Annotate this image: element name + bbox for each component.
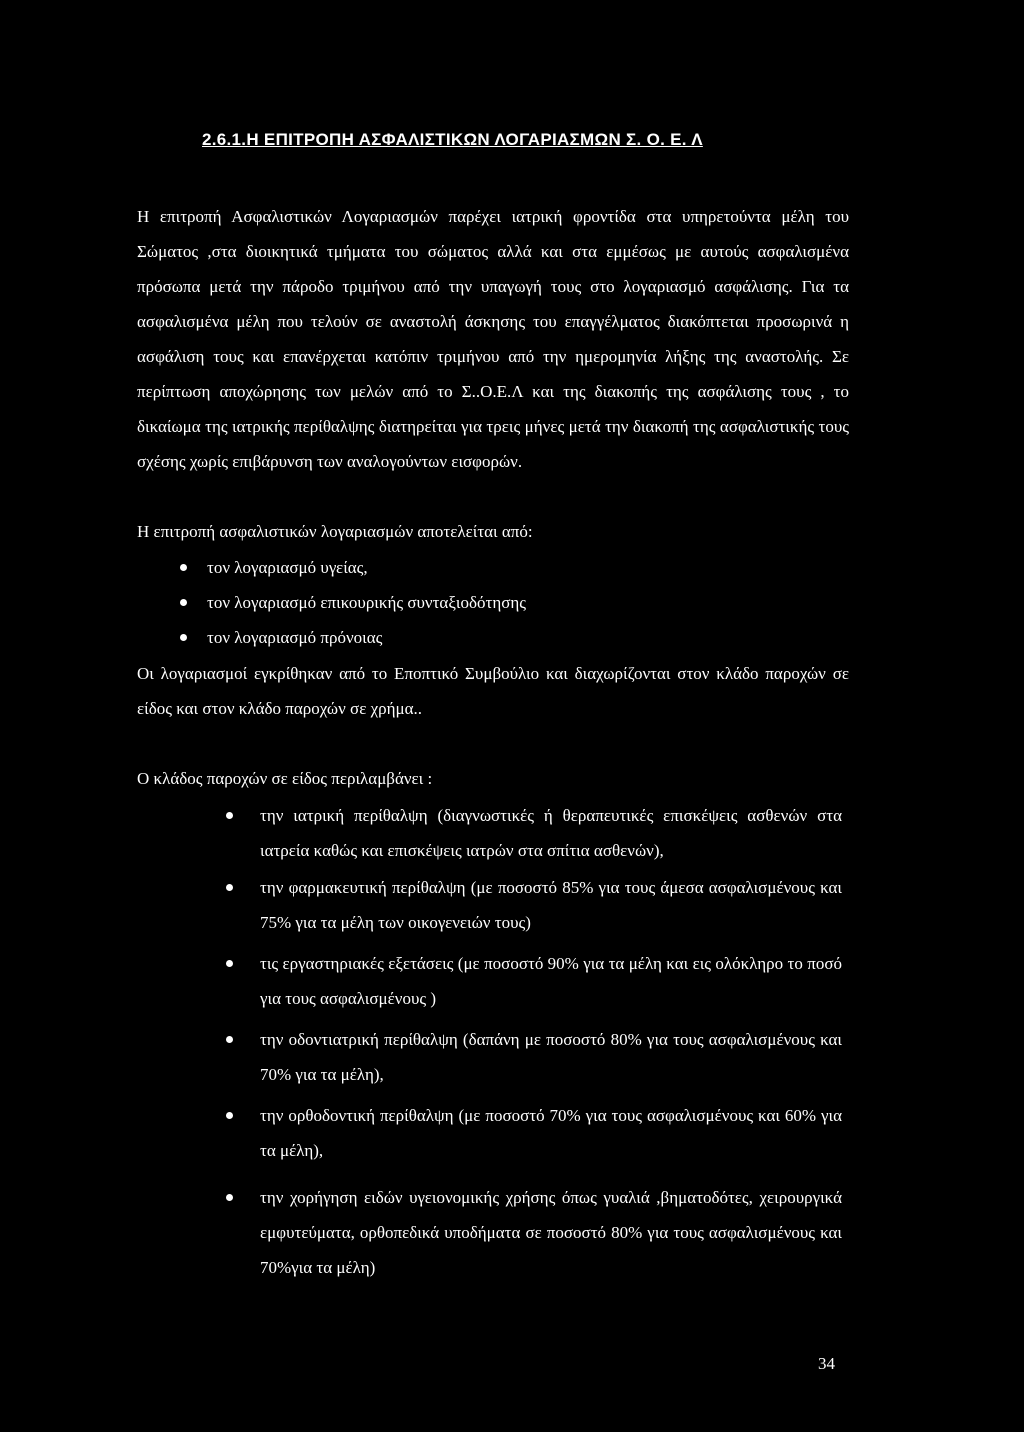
list-item: [226, 870, 842, 940]
bullet-icon: [180, 599, 187, 606]
bullet-icon: [226, 1112, 233, 1119]
intro-paragraph: Η επιτροπή Ασφαλιστικών Λογαριασμών παρέχει ιατρική φροντίδα στα υπηρετούντα μέλη του Σώματος ,στα διοικητικά τμήματα του σώματος αλλά και στα εμμέσως με αυτούς ασφαλισμένα πρόσωπα μετά την πάροδο τριμήνου από την υπαγωγή τους στο λογαριασμό ασφάλισης. Για τα ασφαλισμένα μέλη που τελούν σε αναστολή άσκησης του επαγγέλματος διακόπτεται προσωρινά η ασφάλιση τους και επανέρχεται κατόπιν τριμήνου από την ημερομηνία λήξης της αναστολής. Σε περίπτωση αποχώρησης των μελών από το Σ..Ο.Ε.Λ και της διακοπής της ασφάλισης τους , το δικαίωμα της ιατρικής περίθαλψης διατηρείται για τρεις μήνες μετά την διακοπή της ασφαλιστικής τους σχέσης χωρίς επιβάρυνση των αναλογούντων εισφορών.: [137, 207, 849, 471]
list-item-text: τον λογαριασμό υγείας,: [207, 558, 368, 577]
list-item-text: την χορήγηση ειδών υγειονομικής χρήσης όπως γυαλιά ,βηματοδότες, χειρουργικά εμφυτεύματα, ορθοπεδικά υποδήματα σε ποσοστό 80% για τους ασφαλισμένους και 70%για τα μέλη): [260, 1188, 842, 1277]
bullet-icon: [180, 564, 187, 571]
list-item-text: την ορθοδοντική περίθαλψη (με ποσοστό 70% για τους ασφαλισμένους και 60% για τα μέλη),: [260, 1106, 842, 1160]
accounts-list: [180, 550, 526, 655]
bullet-icon: [226, 1194, 233, 1201]
approval-paragraph: Οι λογαριασμοί εγκρίθηκαν από το Εποπτικό Συμβούλιο και διαχωρίζονται στον κλάδο παροχών σε είδος και στον κλάδο παροχών σε χρήμα..: [137, 664, 849, 718]
list-item: [226, 1022, 842, 1092]
in-kind-intro: Ο κλάδος παροχών σε είδος περιλαμβάνει :: [137, 769, 433, 788]
bullet-icon: [226, 884, 233, 891]
list-item: [180, 585, 526, 620]
bullet-icon: [226, 812, 233, 819]
list-item-text: την ιατρική περίθαλψη (διαγνωστικές ή θεραπευτικές επισκέψεις ασθενών στα ιατρεία καθώς και επισκέψεις ιατρών στα σπίτια ασθενών),: [260, 806, 842, 860]
page-number: 34: [818, 1354, 835, 1373]
section-heading: 2.6.1.Η ΕΠΙΤΡΟΠΗ ΑΣΦΑΛΙΣΤΙΚΩΝ ΛΟΓΑΡΙΑΣΜΩΝ Σ. Ο. Ε. Λ: [202, 130, 703, 149]
bullet-icon: [226, 1036, 233, 1043]
list-item-text: τον λογαριασμό πρόνοιας: [207, 628, 383, 647]
bullet-icon: [180, 634, 187, 641]
list-item: [180, 620, 526, 655]
list-item: [226, 1098, 842, 1168]
list-item: [226, 946, 842, 1016]
list-item-text: τις εργαστηριακές εξετάσεις (με ποσοστό 90% για τα μέλη και εις ολόκληρο το ποσό για τους ασφαλισμένους ): [260, 954, 842, 1008]
committee-intro: Η επιτροπή ασφαλιστικών λογαριασμών αποτελείται από:: [137, 522, 533, 541]
bullet-icon: [226, 960, 233, 967]
list-item: [226, 1180, 842, 1285]
list-item: [180, 550, 526, 585]
list-item-text: τον λογαριασμό επικουρικής συνταξιοδότησης: [207, 593, 526, 612]
in-kind-benefits-list: [226, 798, 842, 1285]
list-item: [226, 798, 842, 868]
list-item-text: την οδοντιατρική περίθαλψη (δαπάνη με ποσοστό 80% για τους ασφαλισμένους και 70% για τα μέλη),: [260, 1030, 842, 1084]
list-item-text: την φαρμακευτική περίθαλψη (με ποσοστό 85% για τους άμεσα ασφαλισμένους και 75% για τα μέλη των οικογενειών τους): [260, 878, 842, 932]
